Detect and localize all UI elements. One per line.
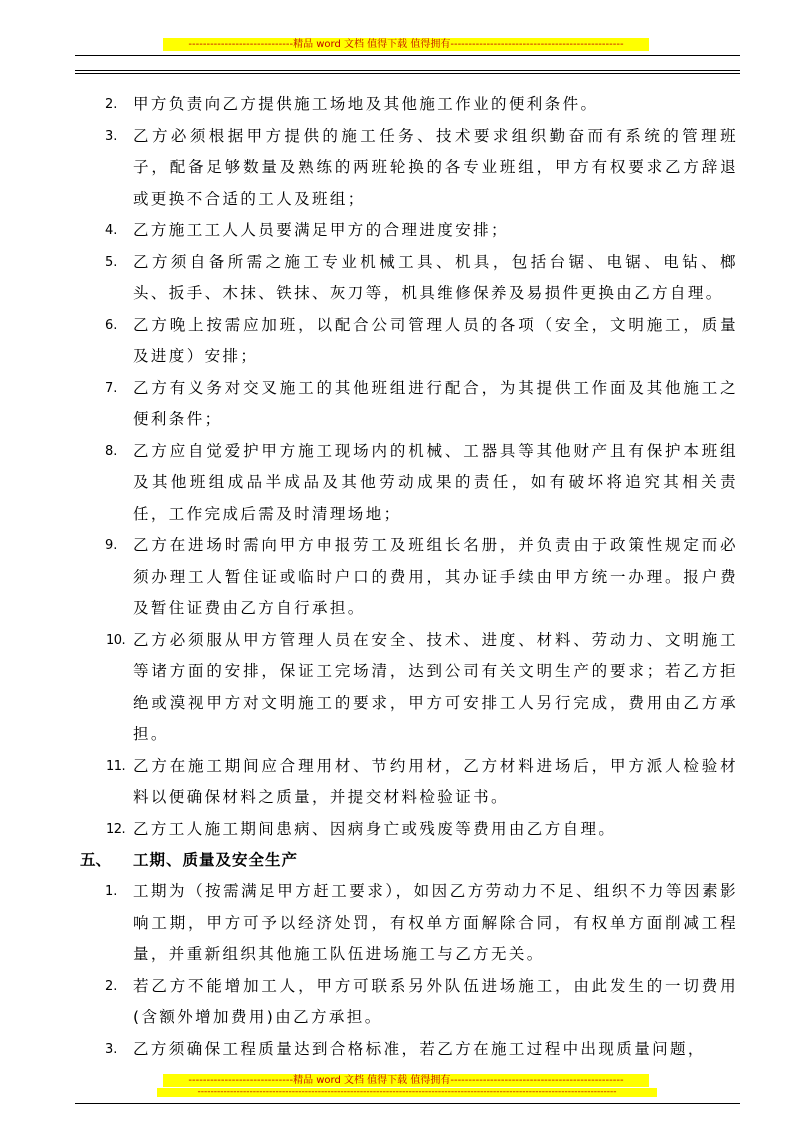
clause-item [0, 625, 794, 751]
header-double-rule-lower [75, 73, 740, 74]
clause-text: 乙方须确保工程质量达到合格标准，若乙方在施工过程中出现质量问题， [133, 1039, 706, 1058]
clause-text: 乙方工人施工期间患病、因病身亡或残废等费用由乙方自理。 [133, 819, 617, 838]
clause-item [0, 89, 794, 121]
clause-number: 2. [105, 978, 118, 994]
footer-dash-banner: --------------------------------------------------------------------------------------------------------------------------------- [157, 1088, 657, 1097]
clause-text: 乙方须自备所需之施工专业机械工具、机具，包括台锯、电锯、电钻、榔头、扳手、木抹、铁抹、灰刀等，机具维修保养及易损件更换由乙方自理。 [133, 252, 738, 302]
document-body [0, 89, 794, 1065]
clause-text: 乙方晚上按需应加班，以配合公司管理人员的各项（安全，文明施工，质量及进度）安排； [133, 315, 738, 365]
section-number: 五、 [80, 851, 112, 869]
clause-number: 6. [105, 317, 118, 333]
clause-text: 工期为（按需满足甲方赶工要求），如因乙方劳动力不足、组织不力等因素影响工期，甲方可予以经济处罚，有权单方面解除合同，有权单方面削减工程量，并重新组织其他施工队伍进场施工与乙方无关。 [133, 882, 738, 963]
clause-number: 5. [105, 254, 118, 270]
clause-text: 乙方在进场时需向甲方申报劳工及班组长名册，并负责由于政策性规定而必须办理工人暂住证或临时户口的费用，其办证手续由甲方统一办理。报户费及暂住证费由乙方自行承担。 [133, 536, 738, 617]
section-heading [0, 845, 794, 876]
clause-text: 乙方有义务对交叉施工的其他班组进行配合，为其提供工作面及其他施工之便利条件； [133, 378, 738, 428]
clause-item [0, 971, 794, 1034]
clause-list-five [0, 876, 794, 1065]
clause-text: 甲方负责向乙方提供施工场地及其他施工作业的便利条件。 [133, 95, 599, 113]
footer-rule [75, 1103, 740, 1104]
clause-item [0, 1034, 794, 1066]
clause-number: 9. [105, 538, 118, 553]
clause-item [0, 121, 794, 216]
clause-number: 4. [105, 223, 118, 238]
clause-list-four [0, 89, 794, 845]
clause-text: 乙方必须服从甲方管理人员在安全、技术、进度、材料、劳动力、文明施工等诸方面的安排，保证工完场清，达到公司有关文明生产的要求；若乙方拒绝或漠视甲方对文明施工的要求，甲方可安排工人另行完成，费用由乙方承担。 [133, 630, 738, 743]
clause-number: 1. [105, 884, 118, 899]
clause-item [0, 215, 794, 247]
clause-item [0, 373, 794, 436]
clause-number: 12. [106, 821, 126, 837]
header-rule [75, 55, 740, 56]
clause-item [0, 310, 794, 373]
clause-text: 若乙方不能增加工人，甲方可联系另外队伍进场施工，由此发生的一切费用(含额外增加费用)由乙方承担。 [133, 976, 738, 1026]
clause-text: 乙方应自觉爱护甲方施工现场内的机械、工器具等其他财产且有保护本班组及其他班组成品半成品及其他劳动成果的责任，如有破坏将追究其相关责任，工作完成后需及时清理场地； [133, 441, 738, 523]
clause-item [0, 436, 794, 531]
clause-number: 11. [106, 758, 126, 774]
clause-item [0, 247, 794, 310]
header-double-rule-upper [75, 70, 740, 71]
clause-number: 3. [105, 128, 118, 144]
clause-item [0, 876, 794, 971]
clause-number: 7. [105, 380, 118, 396]
clause-number: 10. [106, 632, 126, 648]
clause-text: 乙方施工工人人员要满足甲方的合理进度安排； [133, 221, 509, 239]
clause-item [0, 751, 794, 814]
section-title: 工期、质量及安全生产 [133, 851, 299, 869]
footer-watermark-banner: -----------------------------精品 word 文档 值得下载 值得拥有------------------------------------------------ [163, 1074, 649, 1087]
clause-number: 2. [105, 97, 118, 112]
clause-text: 乙方必须根据甲方提供的施工任务、技术要求组织勤奋而有系统的管理班子，配备足够数量及熟练的两班轮换的各专业班组，甲方有权要求乙方辞退或更换不合适的工人及班组； [133, 126, 738, 208]
clause-item [0, 814, 794, 846]
clause-item [0, 530, 794, 625]
clause-number: 8. [105, 443, 118, 459]
clause-number: 3. [105, 1041, 118, 1057]
header-watermark-banner: -----------------------------精品 word 文档 值得下载 值得拥有------------------------------------------------ [163, 38, 649, 51]
clause-text: 乙方在施工期间应合理用材、节约用材，乙方材料进场后，甲方派人检验材料以便确保材料之质量，并提交材料检验证书。 [133, 756, 738, 806]
